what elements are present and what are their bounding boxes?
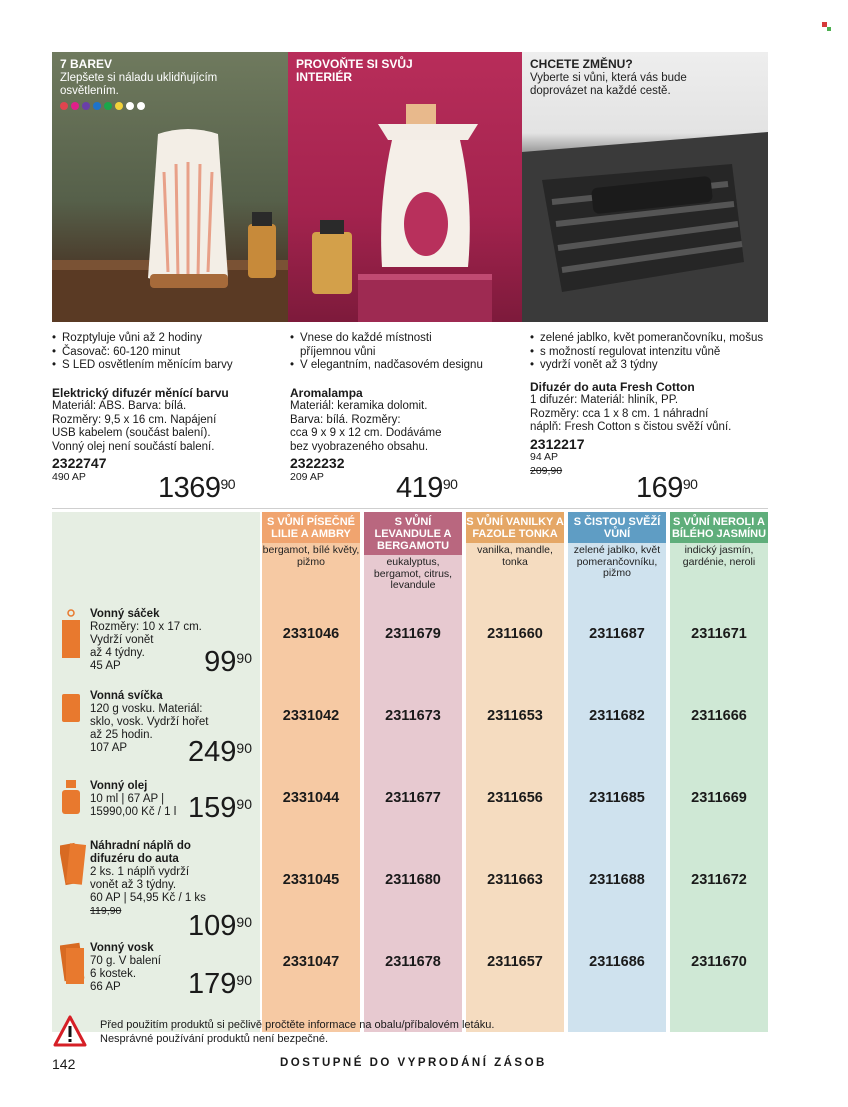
row-product-info: 70 g. V balení 6 kostek. 66 AP [90, 955, 161, 993]
warning-icon [52, 1014, 88, 1050]
variant-code: 2311685 [589, 790, 645, 806]
variant-code: 2311679 [385, 626, 441, 642]
aroma-lamp-illustration [288, 52, 522, 322]
row-product-info: 10 ml | 67 AP | 15990,00 Kč / 1 l [90, 793, 177, 818]
product-points: 209 AP [290, 470, 324, 483]
product-points: 94 AP [530, 451, 559, 463]
product-name: Aromalampa [290, 385, 363, 400]
photo-car-diffuser [522, 52, 768, 322]
feature-list [52, 332, 282, 373]
product-description: Materiál: keramika dolomit. Barva: bílá. Rozměry: cca 9 x 9 x 12 cm. Dodáváme bez vyobrazeného obsahu. [290, 400, 442, 453]
product-name: Elektrický difuzér měnící barvu [52, 385, 229, 400]
feature-item: • Vnese do každé místnosti příjemnou vůni [290, 332, 450, 359]
refill-icon [60, 840, 82, 892]
page-number: 142 [52, 1056, 76, 1072]
color-dot [93, 102, 101, 110]
row-product-name: Vonná svíčka [90, 690, 163, 702]
candle-icon [60, 690, 82, 728]
variant-notes: eukalyptus, bergamot, citrus, levandule [373, 556, 453, 591]
product-price: $169^{90}$ [636, 472, 698, 504]
variant-code: 2331047 [282, 954, 340, 970]
footer-note: DOSTUPNÉ DO VYPRODÁNÍ ZÁSOB [280, 1057, 547, 1069]
brand-logo [822, 22, 832, 32]
product-code: 2312217 [530, 435, 585, 452]
color-dots [60, 102, 220, 110]
variant-header [262, 512, 360, 598]
row-price: $99^{90}$ [204, 646, 252, 678]
feature-list [530, 332, 770, 373]
variant-notes: zelené jablko, květ pomerančovníku, pižmo [573, 544, 661, 579]
variant-code: 2331046 [282, 626, 340, 642]
variant-code: 2311671 [691, 626, 747, 642]
variant-title: S VŮNÍ PÍSEČNÉ LILIE A AMBRY [262, 512, 360, 543]
variant-code: 2311673 [385, 708, 441, 724]
product-car-diffuser [530, 332, 770, 478]
feature-item: • Časovač: 60-120 minut [52, 346, 282, 360]
variant-code: 2311686 [589, 954, 645, 970]
variant-code: 2311677 [385, 790, 441, 806]
row-product-name: Vonný vosk [90, 942, 154, 954]
photo-title: CHCETE ZMĚNU? [530, 57, 633, 71]
product-code: 2322232 [290, 455, 345, 471]
photo-text: Zlepšete si náladu uklidňujícím osvětlením. [60, 72, 218, 97]
feature-item: • V elegantním, nadčasovém designu [290, 359, 520, 373]
variant-code: 2311660 [487, 626, 543, 642]
variant-code: 2331045 [282, 872, 340, 888]
variant-code: 2331044 [282, 790, 340, 806]
variant-notes: vanilka, mandle, tonka [477, 544, 553, 568]
old-price: 119,90 [90, 905, 122, 917]
row-price: $249^{90}$ [188, 736, 252, 768]
variant-code: 2311680 [385, 872, 441, 888]
photo-title: PROVOŇTE SI SVŮJ INTERIÉR [296, 57, 413, 84]
variant-code: 2311687 [589, 626, 645, 642]
row-product-info: 120 g vosku. Materiál: sklo, vosk. Vydrží hořet až 25 hodin. 107 AP [90, 703, 209, 754]
row-product-info: Rozměry: 10 x 17 cm. Vydrží vonět až 4 týdny. 45 AP [90, 621, 202, 672]
feature-list [290, 332, 520, 373]
warning-text: Před použitím produktů si pečlivě pročtěte informace na obalu/příbalovém letáku. Nesprávné používání produktů není bezpečné. [100, 1019, 495, 1045]
variant-code: 2311653 [487, 708, 543, 724]
divider [52, 508, 768, 509]
variant-code: 2311666 [691, 708, 747, 724]
variant-title: S ČISTOU SVĚŽÍ VŮNÍ [568, 512, 666, 543]
feature-item: • s možností regulovat intenzitu vůně [530, 346, 770, 360]
row-product-name: Vonný sáček [90, 608, 160, 620]
color-dot [60, 102, 68, 110]
feature-item: • zelené jablko, květ pomerančovníku, mošus [530, 332, 770, 346]
product-price: 1369$^{90}$ [158, 472, 236, 504]
product-points: 490 AP [52, 470, 86, 483]
product-description: Materiál: ABS. Barva: bílá. Rozměry: 9,5 x 16 cm. Napájení USB kabelem (součást balení). Vonný olej není součástí balení. [52, 400, 217, 453]
color-dot [115, 102, 123, 110]
color-dot [71, 102, 79, 110]
variant-code: 2311657 [487, 954, 543, 970]
product-electric-diffuser [52, 332, 282, 484]
row-price: $159^{90}$ [188, 792, 252, 824]
color-dot [104, 102, 112, 110]
product-name: Difuzér do auta Fresh Cotton [530, 379, 695, 394]
color-dot [126, 102, 134, 110]
wax-melt-icon [60, 942, 82, 990]
photo-electric-diffuser [52, 52, 288, 322]
color-dot [82, 102, 90, 110]
row-price: $179^{90}$ [188, 968, 252, 1000]
row-price: $109^{90}$ [188, 910, 252, 942]
feature-item: • S LED osvětlením měnícím barvy [52, 359, 282, 373]
photo-title: 7 BAREV [60, 57, 113, 71]
variant-code: 2311670 [691, 954, 747, 970]
variant-notes: indický jasmín, gardénie, neroli [682, 544, 756, 568]
photo-aroma-lamp [288, 52, 522, 322]
product-aroma-lamp [290, 332, 520, 484]
feature-item: • Rozptyluje vůni až 2 hodiny [52, 332, 282, 346]
variant-notes: bergamot, bílé květy, pižmo [262, 544, 360, 568]
color-dot [137, 102, 145, 110]
product-price: $419^{90}$ [396, 472, 458, 504]
oil-bottle-icon [60, 780, 82, 820]
variant-code: 2311688 [589, 872, 645, 888]
variant-header [364, 512, 462, 598]
variant-code: 2311682 [589, 708, 645, 724]
variant-header [568, 512, 666, 598]
row-product-info: 2 ks. 1 náplň vydrží vonět až 3 týdny. 60 AP | 54,95 Kč / 1 ks [90, 866, 206, 904]
variant-code: 2311663 [487, 872, 543, 888]
variant-code: 2311678 [385, 954, 441, 970]
product-code: 2322747 [52, 455, 107, 471]
variant-code: 2311669 [691, 790, 747, 806]
variant-title: S VŮNÍ NEROLI A BÍLÉHO JASMÍNU [670, 512, 768, 543]
product-row [60, 840, 260, 918]
variant-title: S VŮNÍ VANILKY A FAZOLE TONKA [466, 512, 564, 543]
row-product-name: Vonný olej [90, 780, 148, 792]
old-price: 209,90 [530, 464, 563, 477]
feature-item: • vydrží vonět až 3 týdny [530, 359, 770, 373]
variant-title: S VŮNÍ LEVANDULE A BERGAMOTU [364, 512, 462, 555]
sachet-icon [60, 608, 82, 664]
variant-header [670, 512, 768, 598]
row-product-name: Náhradní náplň do difuzéru do auta [90, 840, 191, 865]
variant-code: 2311672 [691, 872, 747, 888]
variant-code: 2311656 [487, 790, 543, 806]
variant-header [466, 512, 564, 598]
product-description: 1 difuzér: Materiál: hliník, PP. Rozměry: cca 1 x 8 cm. 1 náhradní náplň: Fresh Cotton s čistou svěží vůní. [530, 394, 732, 433]
variant-code: 2331042 [282, 708, 340, 724]
photo-text: Vyberte si vůni, která vás bude doprovázet na každé cestě. [530, 72, 687, 97]
